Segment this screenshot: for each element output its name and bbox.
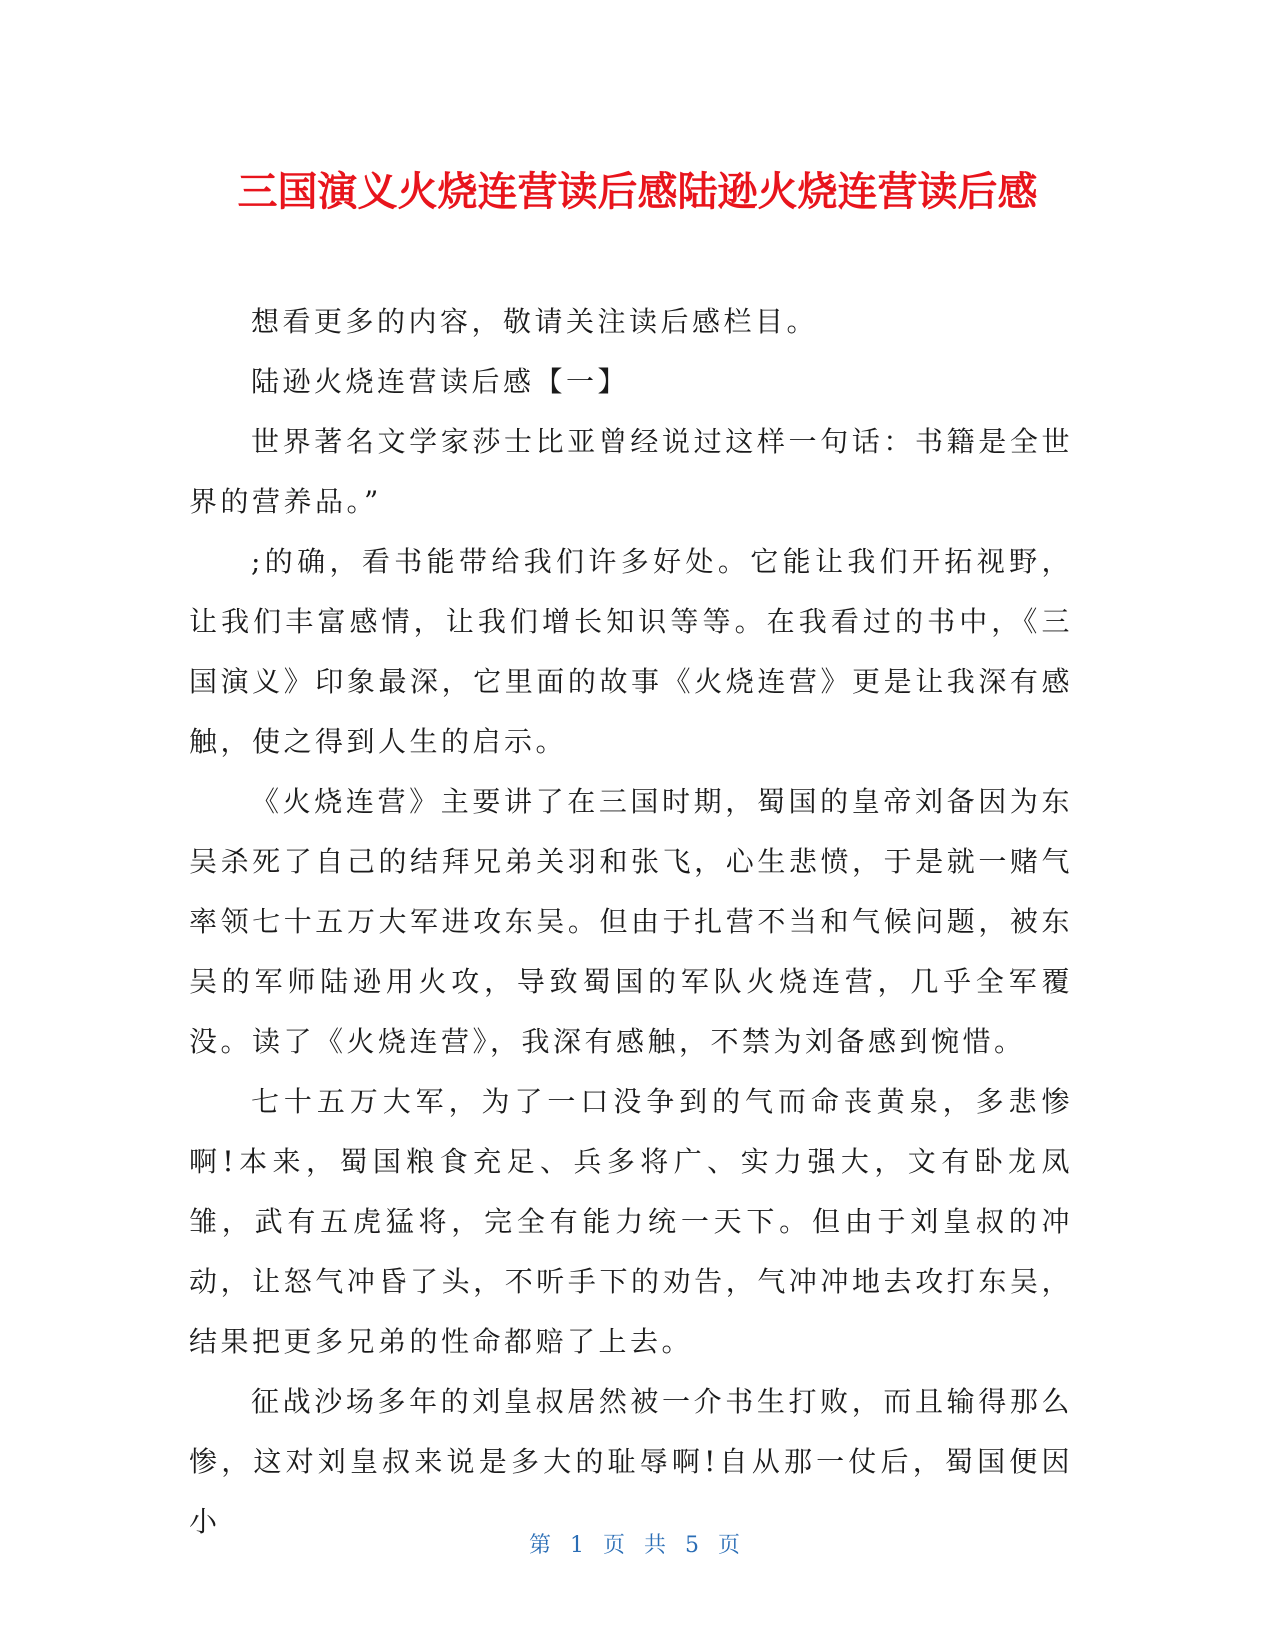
paragraph: 《火烧连营》主要讲了在三国时期，蜀国的皇帝刘备因为东吴杀死了自己的结拜兄弟关羽和张飞，心生悲愤，于是就一赌气率领七十五万大军进攻东吴。但由于扎营不当和气候问题，被东吴的军师陆逊用火攻，导致蜀国的军队火烧连营，几乎全军覆没。读了《火烧连营》，我深有感触，不禁为刘备感到惋惜。 xyxy=(189,785,1073,1058)
paragraph: 世界著名文学家莎士比亚曾经说过这样一句话：书籍是全世界的营养品。” xyxy=(189,425,1073,518)
paragraph: ;的确，看书能带给我们许多好处。它能让我们开拓视野，让我们丰富感情，让我们增长知识等等。在我看过的书中，《三国演义》印象最深，它里面的故事《火烧连营》更是让我深有感触，使之得到人生的启示。 xyxy=(189,545,1073,758)
section-heading: 陆逊火烧连营读后感【一】 xyxy=(251,365,630,398)
paragraph: 想看更多的内容，敬请关注读后感栏目。 xyxy=(251,305,819,338)
document-body xyxy=(189,292,1073,1552)
paragraph: 七十五万大军，为了一口没争到的气而命丧黄泉，多悲惨啊!本来，蜀国粮食充足、兵多将广、实力强大，文有卧龙凤雏，武有五虎猛将，完全有能力统一天下。但由于刘皇叔的冲动，让怒气冲昏了头，不听手下的劝告，气冲冲地去攻打东吴，结果把更多兄弟的性命都赔了上去。 xyxy=(189,1085,1073,1358)
document-title: 三国演义火烧连营读后感陆逊火烧连营读后感 xyxy=(237,169,1038,215)
paragraph: 征战沙场多年的刘皇叔居然被一介书生打败，而且输得那么惨，这对刘皇叔来说是多大的耻辱啊!自从那一仗后，蜀国便因小 xyxy=(189,1385,1073,1538)
page-number-footer: 第 1 页 共 5 页 xyxy=(529,1533,746,1558)
